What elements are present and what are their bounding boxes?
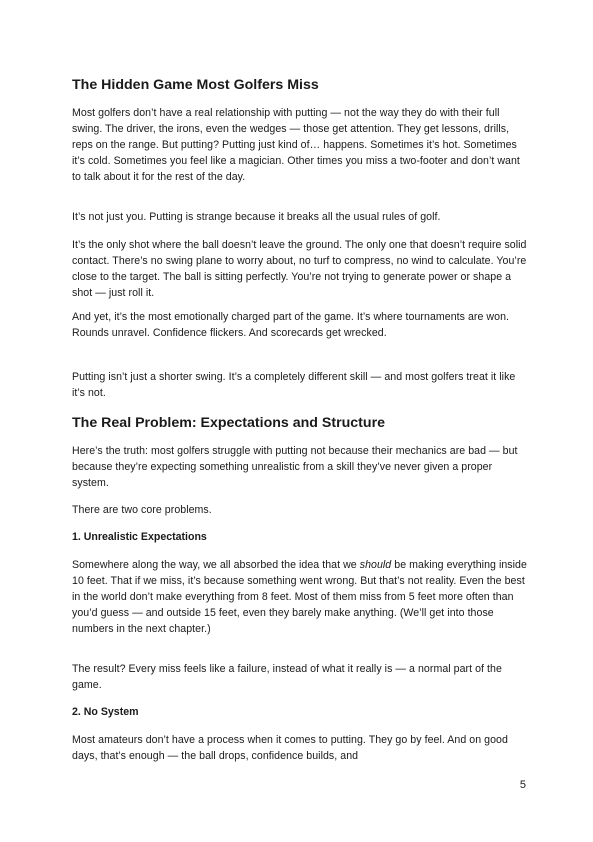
paragraph-not-just-you: It’s not just you. Putting is strange because it breaks all the usual rules of golf. xyxy=(72,211,441,223)
section-heading-hidden-game: The Hidden Game Most Golfers Miss xyxy=(72,77,319,93)
text-segment: Somewhere along the way, we all absorbed the idea that we xyxy=(72,559,360,571)
paragraph-two-problems: There are two core problems. xyxy=(72,504,212,516)
subheading-no-system: 2. No System xyxy=(72,706,139,718)
paragraph-inside-10-feet xyxy=(72,557,527,637)
emphasis-should: should xyxy=(359,559,392,571)
page-number: 5 xyxy=(519,779,526,791)
paragraph-no-process: Most amateurs don’t have a process when it comes to putting. They go by feel. And on good days, that’s enough — the ball drops, confidence builds, and xyxy=(72,734,508,762)
paragraph-shorter-swing: Putting isn’t just a shorter swing. It’s a completely different skill — and most golfers treat it like it’s not. xyxy=(72,371,516,399)
text-segment: be making everything inside 10 feet. That if we miss, it’s because something went wrong. But that’s not reality. Even the best in the world don’t make everything from 8 feet. Most of them miss from 5 feet more often than you’d guess — and outside 15 feet, even they barely make anything. (We’ll get into those numbers in the next chapter.) xyxy=(72,559,527,635)
paragraph-result: The result? Every miss feels like a failure, instead of what it really is — a normal part of the game. xyxy=(72,663,502,691)
subheading-unrealistic-expectations: 1. Unrealistic Expectations xyxy=(72,531,207,543)
paragraph-truth: Here’s the truth: most golfers struggle with putting not because their mechanics are bad — but because they’re expecting something unrealistic from a skill they’ve never given a proper system. xyxy=(72,445,518,489)
paragraph-only-shot: It’s the only shot where the ball doesn’t leave the ground. The only one that doesn’t require solid contact. There’s no swing plane to worry about, no turf to compress, no wind to calculate. You’re close to the target. The ball is sitting perfectly. You’re not trying to generate power or shape a shot — just roll it. xyxy=(72,239,527,299)
paragraph-emotionally-charged: And yet, it’s the most emotionally charged part of the game. It’s where tournaments are won. Rounds unravel. Confidence flickers. And scorecards get wrecked. xyxy=(72,311,510,339)
paragraph-relationship: Most golfers don’t have a real relationship with putting — not the way they do with their full swing. The driver, the irons, even the wedges — those get attention. They get lessons, drills, reps on the range. But putting? Putting just kind of… happens. Sometimes it’s hot. Sometimes it’s cold. Sometimes you feel like a magician. Other times you miss a two-footer and don’t want to talk about it for the rest of the day. xyxy=(72,107,520,183)
section-heading-real-problem: The Real Problem: Expectations and Structure xyxy=(72,415,385,431)
